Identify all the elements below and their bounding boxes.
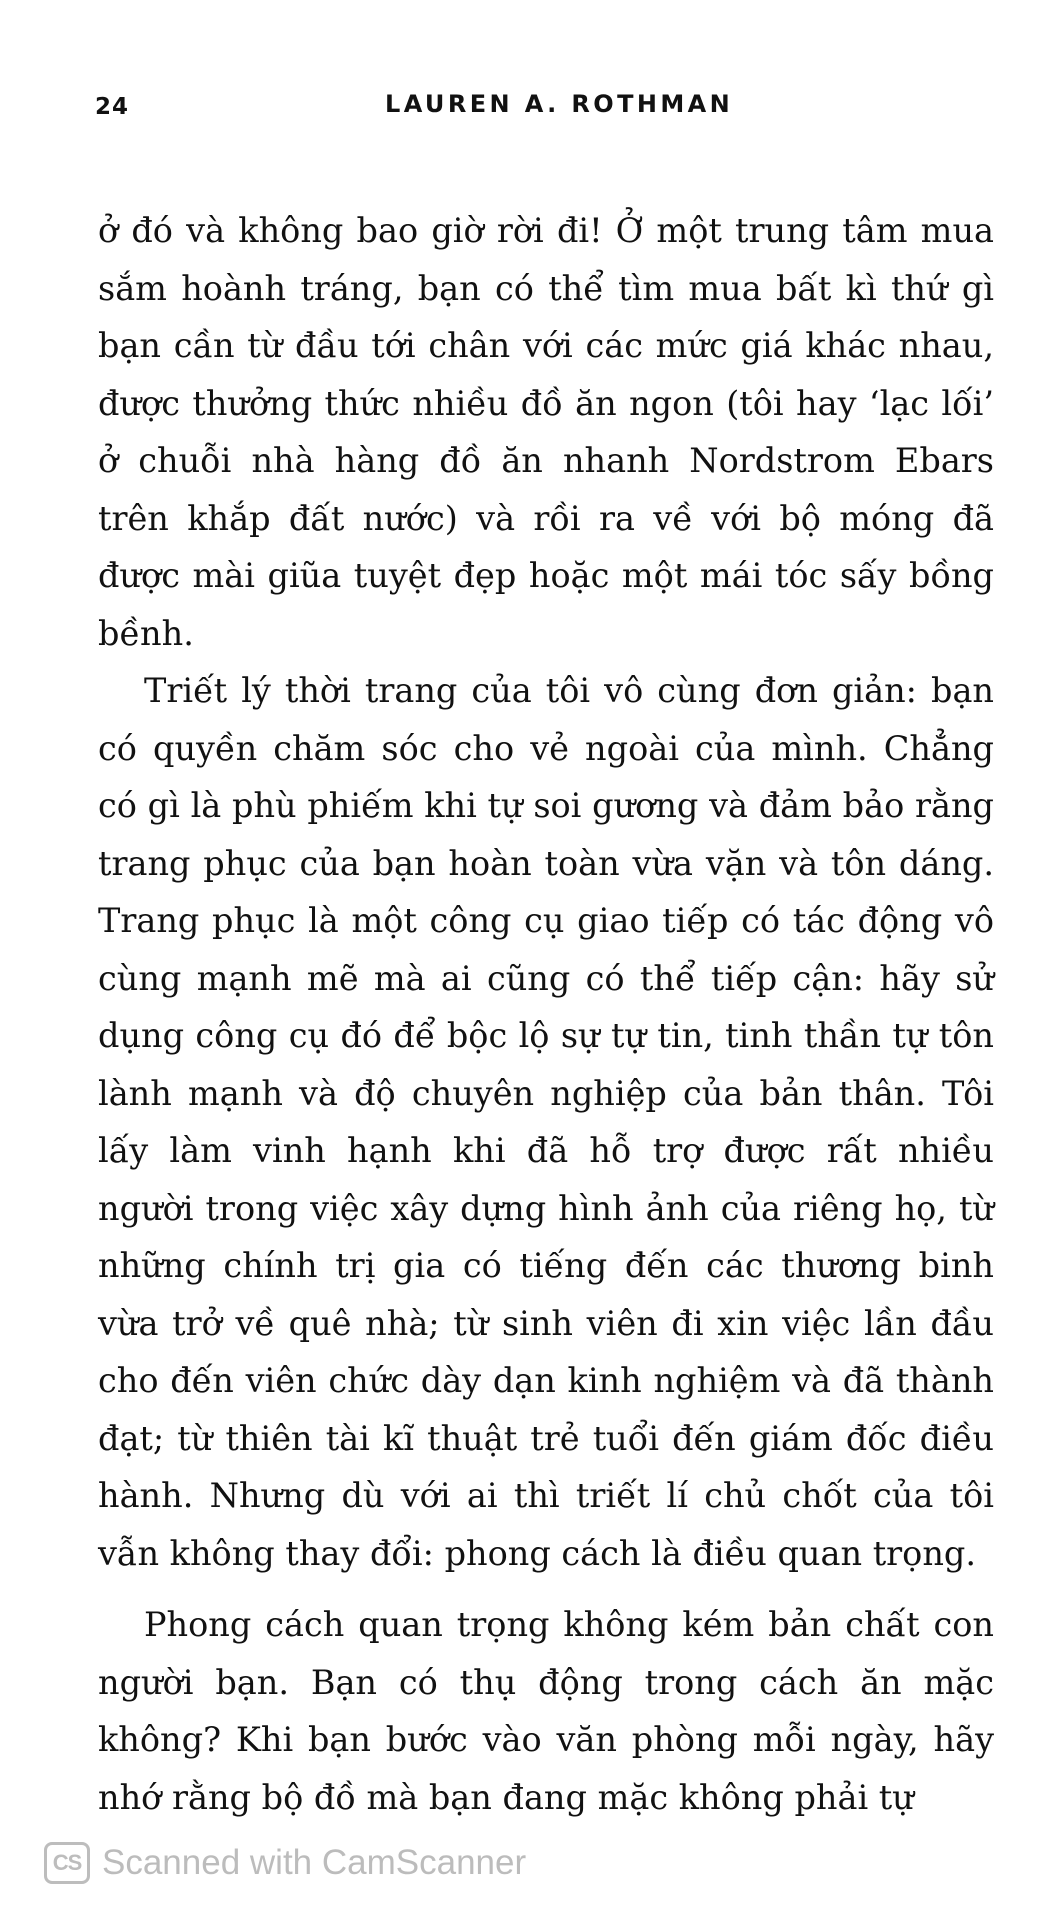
running-header [95, 88, 996, 128]
camscanner-watermark [44, 1838, 526, 1888]
running-title: LAUREN A. ROTHMAN [385, 90, 734, 118]
paragraph-2: Triết lý thời trang của tôi vô cùng đơn giản: bạn có quyền chăm sóc cho vẻ ngoài của mình. Chẳng có gì là phù phiếm khi tự soi gương và đảm bảo rằng trang phục của bạn hoàn toàn vừa vặn và tôn dáng. Trang phục là một công cụ giao tiếp có tác động vô cùng mạnh mẽ mà ai cũng có thể tiếp cận: hãy sử dụng công cụ đó để bộc lộ sự tự tin, tinh thần tự tôn lành mạnh và độ chuyên nghiệp của bản thân. Tôi lấy làm vinh hạnh khi đã hỗ trợ được rất nhiều người trong việc xây dựng hình ảnh của riêng họ, từ những chính trị gia có tiếng đến các thương binh vừa trở về quê nhà; từ sinh viên đi xin việc lần đầu cho đến viên chức dày dạn kinh nghiệm và đã thành đạt; từ thiên tài kĩ thuật trẻ tuổi đến giám đốc điều hành. Nhưng dù với ai thì triết lí chủ chốt của tôi vẫn không thay đổi: phong cách là điều quan trọng. [98, 671, 994, 1573]
watermark-text: Scanned with CamScanner [102, 1843, 527, 1882]
page-number: 24 [95, 94, 130, 120]
paragraph-3: Phong cách quan trọng không kém bản chất con người bạn. Bạn có thụ động trong cách ăn mặc không? Khi bạn bước vào văn phòng mỗi ngày, hãy nhớ rằng bộ đồ mà bạn đang mặc không phải tự [98, 1605, 994, 1817]
body-text [98, 202, 994, 1826]
paragraph-1: ở đó và không bao giờ rời đi! Ở một trung tâm mua sắm hoành tráng, bạn có thể tìm mua bất kì thứ gì bạn cần từ đầu tới chân với các mức giá khác nhau, được thưởng thức nhiều đồ ăn ngon (tôi hay ‘lạc lối’ ở chuỗi nhà hàng đồ ăn nhanh Nordstrom Ebars trên khắp đất nước) và rồi ra về với bộ móng đã được mài giũa tuyệt đẹp hoặc một mái tóc sấy bồng bềnh. [98, 211, 994, 653]
camscanner-logo-icon: CS [44, 1842, 90, 1884]
